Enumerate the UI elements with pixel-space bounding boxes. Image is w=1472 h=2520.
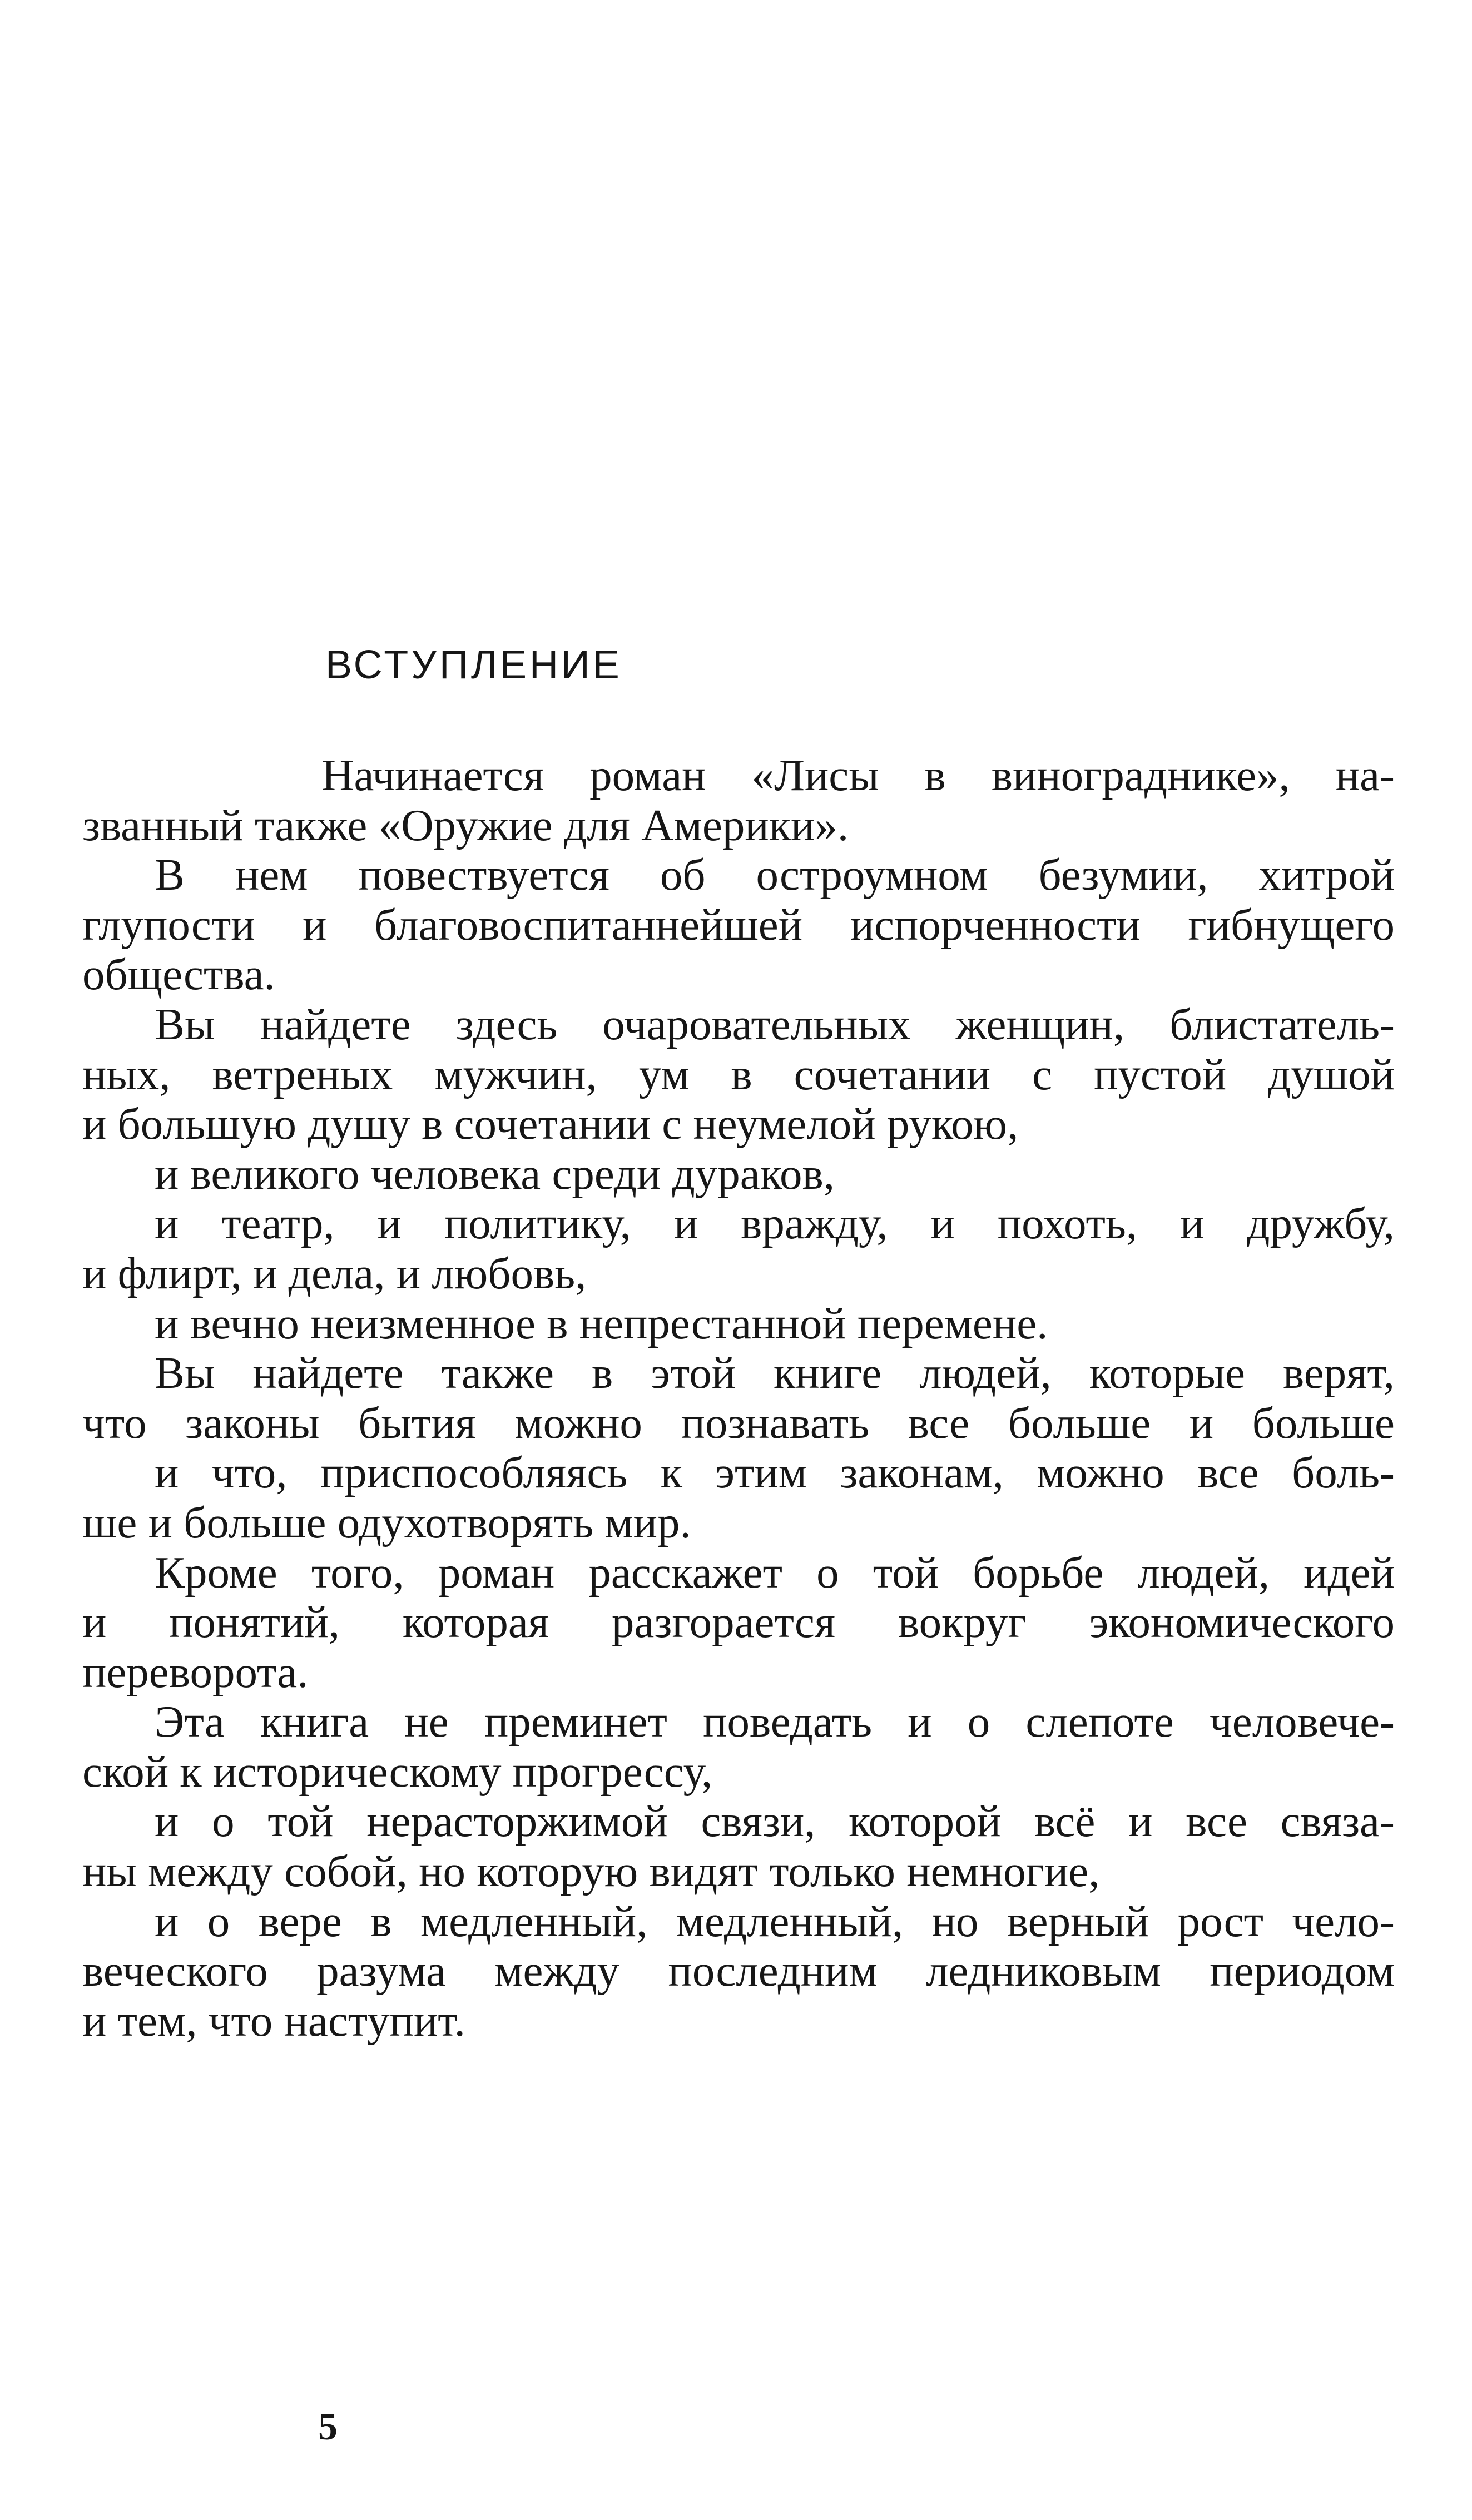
text-line: Кроме того, роман расскажет о той борьбе людей, идей — [155, 1547, 1395, 1598]
text-line: и тем, что наступит. — [82, 1995, 465, 2046]
text-line: Начинается роман «Лисы в винограднике», на- — [321, 750, 1395, 800]
text-line: общества. — [82, 949, 275, 1000]
text-line: ской к историческому прогрессу, — [82, 1746, 713, 1797]
text-line: Вы найдете также в этой книге людей, которые верят, — [155, 1348, 1395, 1398]
text-line: и флирт, и дела, и любовь, — [82, 1248, 587, 1298]
page-number: 5 — [318, 2405, 338, 2448]
text-line: Эта книга не преминет поведать и о слепоте человече- — [155, 1696, 1395, 1747]
text-line: переворота. — [82, 1646, 309, 1697]
chapter-heading: ВСТУПЛЕНИЕ — [325, 643, 622, 687]
text-line: глупости и благовоспитаннейшей испорченности гибнущего — [82, 899, 1395, 950]
text-line: Вы найдете здесь очаровательных женщин, блистатель- — [155, 999, 1395, 1049]
text-line: званный также «Оружие для Америки». — [82, 800, 849, 850]
text-line: веческого разума между последним ледниковым периодом — [82, 1946, 1395, 1996]
text-line: и великого человека среди дураков, — [155, 1148, 835, 1199]
body-text — [82, 751, 1395, 2046]
text-line: и что, приспособляясь к этим законам, можно все боль- — [155, 1447, 1395, 1498]
text-line: ны между собой, но которую видят только немногие, — [82, 1846, 1100, 1897]
text-line: и о вере в медленный, медленный, но верный рост чело- — [155, 1896, 1395, 1946]
text-line: что законы бытия можно познавать все больше и больше — [82, 1397, 1395, 1448]
text-line: ных, ветреных мужчин, ум в сочетании с пустой душой — [82, 1049, 1395, 1099]
text-line: и понятий, которая разгорается вокруг экономического — [82, 1597, 1395, 1648]
text-line: и большую душу в сочетании с неумелой рукою, — [82, 1099, 1019, 1149]
text-line: и о той нерасторжимой связи, которой всё и все связа- — [155, 1796, 1395, 1847]
text-line: ше и больше одухотворять мир. — [82, 1497, 691, 1547]
text-line: и вечно неизменное в непрестанной перемене. — [155, 1298, 1048, 1348]
text-line: В нем повествуется об остроумном безумии, хитрой — [155, 850, 1395, 900]
text-line: и театр, и политику, и вражду, и похоть, и дружбу, — [155, 1198, 1395, 1249]
